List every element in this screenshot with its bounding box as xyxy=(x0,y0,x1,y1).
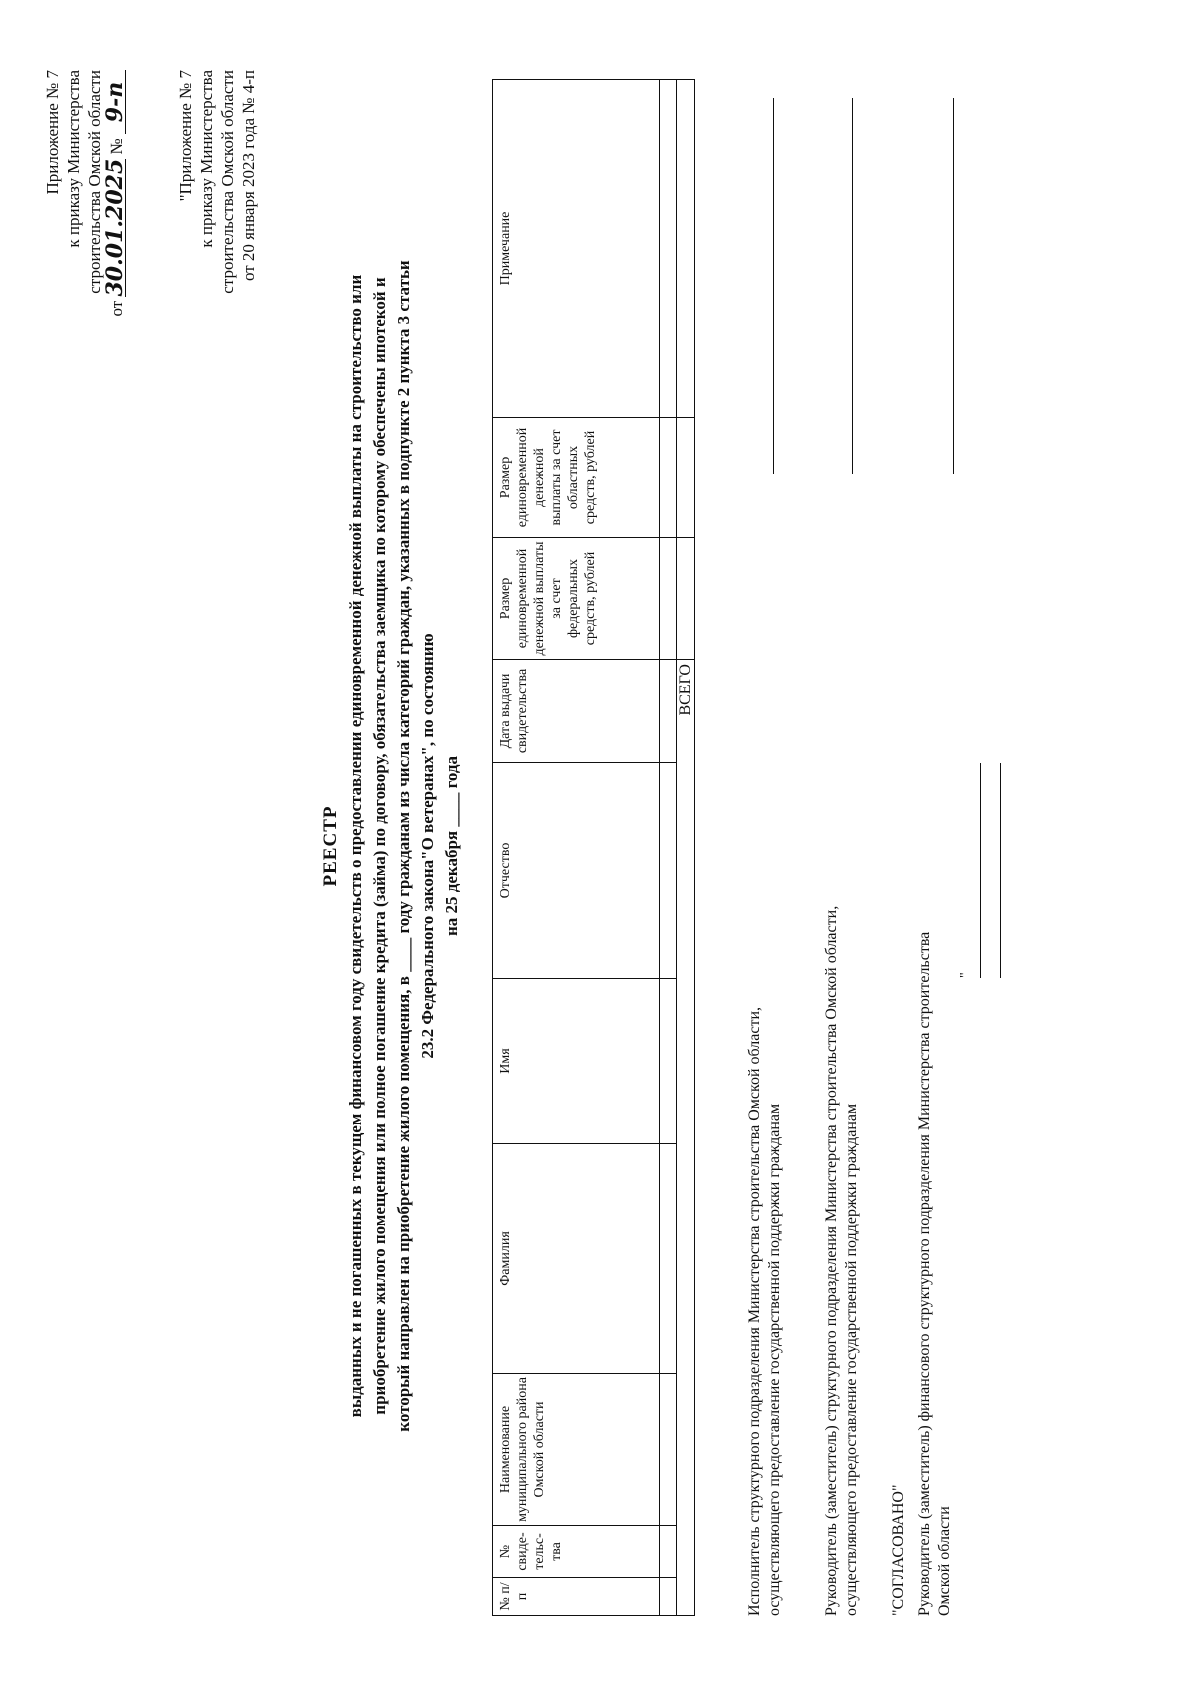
handwritten-number: 9-п xyxy=(105,70,126,134)
col-index-header: № п/п xyxy=(493,1578,660,1616)
executor-block xyxy=(745,1007,785,1616)
appendix-label: Приложение № 7 xyxy=(43,70,62,195)
number-prefix: № xyxy=(107,138,126,155)
order-date-line: от 20 января 2023 года № 4-п xyxy=(239,70,258,282)
head-line-1: Руководитель (заместитель) структурного подразделения Министерства строительства Омской области, xyxy=(823,905,840,1616)
col-note-header: Примечание xyxy=(493,80,660,418)
ministry-line: строительства Омской области xyxy=(85,70,104,294)
previous-order-reference xyxy=(175,70,259,294)
registry-description xyxy=(344,96,464,1596)
title-line-1: выданных и не погашенных в текущем финансовом году свидетельств о предоставлении единовременной денежной выплаты на строительство или xyxy=(346,274,365,1418)
head-signature-line xyxy=(852,98,853,474)
col-district-header: Наименование муниципального района Омской области xyxy=(493,1374,660,1526)
col-federal-amount-header: Размер единовременной денежной выплаты за счет федеральных средств, рублей xyxy=(493,538,660,660)
agreed-label: "СОГЛАСОВАНО" xyxy=(890,1484,907,1616)
executor-line-1: Исполнитель структурного подразделения Министерства строительства Омской области, xyxy=(746,1006,763,1616)
executor-signature-line xyxy=(773,98,774,474)
finance-line-1: Руководитель (заместитель) финансового структурного подразделения Министерства строительства xyxy=(916,931,933,1616)
head-line-2: осуществляющего предоставление государственной поддержки гражданам xyxy=(843,1103,860,1616)
ministry-line: строительства Омской области xyxy=(218,70,237,294)
col-patronymic-header: Отчество xyxy=(493,763,660,979)
col-issue-date-header: Дата выдачи свидетельства xyxy=(493,660,660,763)
document-title xyxy=(318,96,464,1596)
executor-line-2: осуществляющего предоставление государственной поддержки гражданам xyxy=(766,1103,783,1616)
order-reference xyxy=(42,70,127,316)
col-certificate-number-header: № свиде-тельс-тва xyxy=(493,1526,660,1578)
col-surname-header: Фамилия xyxy=(493,1144,660,1374)
finance-block xyxy=(915,932,955,1616)
table-row xyxy=(660,80,677,1616)
table-total-row xyxy=(677,80,695,1616)
closing-signature-line-1 xyxy=(980,763,981,978)
date-prefix: от xyxy=(107,300,126,317)
head-block xyxy=(822,906,862,1616)
order-line: к приказу Министерства xyxy=(197,70,216,248)
closing-quote: " xyxy=(958,972,973,978)
title-line-5: на 25 декабря ____ года xyxy=(442,755,461,937)
table-header-row xyxy=(493,80,660,1616)
handwritten-date: 30.01.2025 xyxy=(102,158,128,297)
registry-heading: РЕЕСТР xyxy=(320,805,341,887)
title-line-3: который направлен на приобретение жилого помещения, в ____ году гражданам из числа категорий граждан, указанных в подпункте 2 пункта 3 статьи xyxy=(394,260,413,1432)
col-name-header: Имя xyxy=(493,979,660,1144)
total-label: ВСЕГО xyxy=(677,660,695,1616)
closing-signature-line-2 xyxy=(1000,763,1001,978)
order-date-line xyxy=(102,70,128,317)
finance-line-2: Омской области xyxy=(936,1506,953,1616)
order-line: к приказу Министерства xyxy=(64,70,83,248)
registry-table xyxy=(492,79,695,1616)
title-line-4: 23.2 Федерального закона"О ветеранах", по состоянию xyxy=(418,633,437,1059)
finance-signature-line xyxy=(953,98,954,474)
col-regional-amount-header: Размер единовременной денежной выплаты за счет областных средств, рублей xyxy=(493,418,660,538)
title-line-2: приобретение жилого помещения или полное погашение кредита (займа) по договору, обязательства заемщика по которому обеспечены ипотекой и xyxy=(370,277,389,1415)
appendix-label-quoted: "Приложение № 7 xyxy=(176,70,195,202)
